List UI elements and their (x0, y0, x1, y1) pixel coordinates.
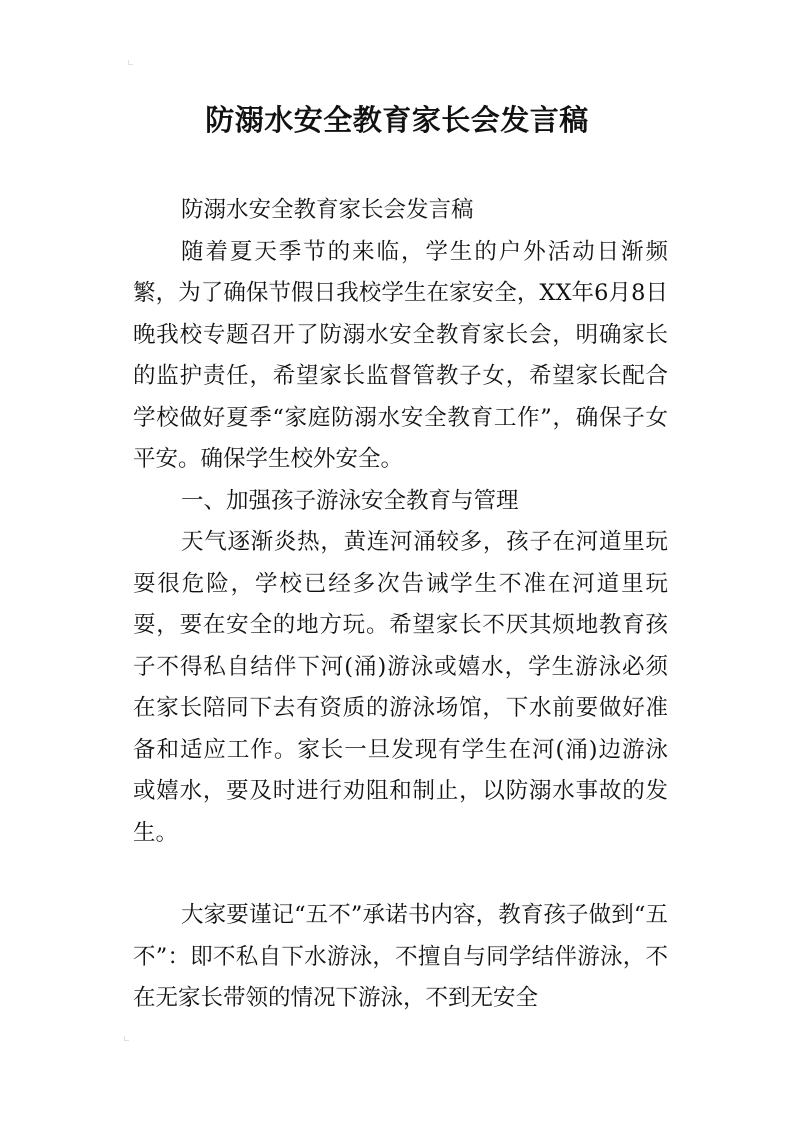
document-title: 防溺水安全教育家长会发言稿 (205, 103, 589, 137)
intro-paragraph: 随着夏天季节的来临，学生的户外活动日渐频繁，为了确保节假日我校学生在家安全，XX年6月8日晚我校专题召开了防溺水安全教育家长会，明确家长的监护责任，希望家长监督管教子女，希望家长配合学校做好夏季“家庭防溺水安全教育工作”，确保子女平安。确保学生校外安全。 (133, 238, 668, 472)
body-paragraph: 天气逐渐炎热，黄连河涌较多，孩子在河道里玩耍很危险，学校已经多次告诫学生不准在河道里玩耍，要在安全的地方玩。希望家长不厌其烦地教育孩子不得私自结伴下河(涌)游泳或嬉水，学生游泳必须在家长陪同下去有资质的游泳场馆，下水前要做好准备和适应工作。家长一旦发现有学生在河(涌)边游泳或嬉水，要及时进行劝阻和制止，以防溺水事故的发生。 (133, 529, 668, 846)
corner-mark (124, 1036, 129, 1041)
body-paragraph: 大家要谨记“五不”承诺书内容，教育孩子做到“五不”：即不私自下水游泳，不擅自与同学结伴游泳，不在无家长带领的情况下游泳，不到无安全 (133, 902, 668, 1011)
document-body (133, 190, 668, 1020)
subtitle-paragraph: 防溺水安全教育家长会发言稿 (181, 197, 474, 223)
section-heading: 一、加强孩子游泳安全教育与管理 (181, 487, 519, 514)
corner-mark (128, 60, 133, 65)
